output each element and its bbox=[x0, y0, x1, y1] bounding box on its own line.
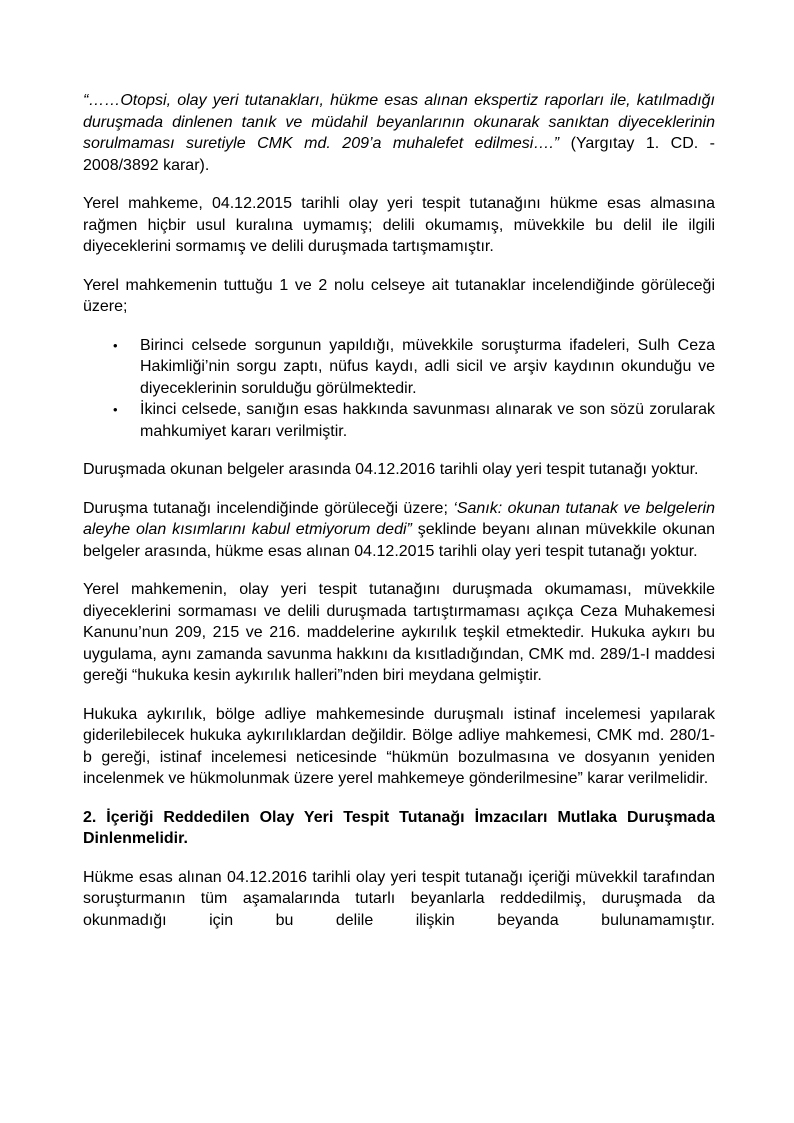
section-heading-2: 2. İçeriği Reddedilen Olay Yeri Tespit Tutanağı İmzacıları Mutlaka Duruşmada Dinlenmelidir. bbox=[83, 808, 715, 847]
statement-lead: Duruşma tutanağı incelendiğinde görüleceği üzere; bbox=[83, 499, 454, 517]
list-item-text: İkinci celsede, sanığın esas hakkında savunması alınarak ve son sözü zorularak mahkumiyet kararı verilmiştir. bbox=[140, 401, 715, 440]
case-law-citation: (Yargıtay 1. CD. - 2008/3892 karar). bbox=[83, 135, 716, 174]
hearing-findings-list bbox=[83, 335, 715, 443]
case-law-quote-text: “……Otopsi, olay yeri tutanakları, hükme esas alınan ekspertiz raporları ile, katılmadığı duruşmada dinlenen tanık ve müdahil beyanlarının okunarak sanıktan diyeceklerinin sorulmaması suretiyle CMK md. 209’a muhalefet edilmesi….” bbox=[83, 92, 715, 152]
list-item bbox=[113, 399, 715, 442]
paragraph-yerel-mahkeme: Yerel mahkeme, 04.12.2015 tarihli olay yeri tespit tutanağını hükme esas almasına rağmen hiçbir usul kuralına uymamış; delili okumamış, müvekkile bu delil ile ilgili diyeceklerini sormamış ve delili duruşmada tartışmamıştır. bbox=[83, 195, 715, 255]
paragraph-bolge-adliye: Hukuka aykırılık, bölge adliye mahkemesinde duruşmalı istinaf incelemesi yapılarak giderilebilecek hukuka aykırılıklardan değildir. Bölge adliye mahkemesi, CMK md. 280/1-b gereği, istinaf incelemesi neticesinde “hükmün bozulmasına ve dosyanın yeniden incelenmek ve hükmolunmak üzere yerel mahkemeye gönderilmesine” karar verilmelidir. bbox=[83, 705, 715, 787]
paragraph-aykirilik: Yerel mahkemenin, olay yeri tespit tutanağını duruşmada okumaması, müvekkile diyeceklerini sormaması ve delili duruşmada tartıştırmaması açıkça Ceza Muhakemesi Kanunu’nun 209, 215 ve 216. maddelerine aykırılık teşkil etmektedir. Hukuka aykırı bu uygulama, aynı zamanda savunma hakkını da kısıtladığından, CMK md. 289/1-I maddesi gereği “hukuka kesin aykırılık halleri”nden biri meydana gelmiştir. bbox=[83, 581, 715, 684]
list-item-text: Birinci celsede sorgunun yapıldığı, müvekkile soruşturma ifadeleri, Sulh Ceza Hakimliği’nin sorgu zaptı, nüfus kaydı, adli sicil ve arşiv kaydının okunduğu ve diyeceklerinin sorulduğu görülmektedir. bbox=[140, 336, 715, 397]
bullet-icon: • bbox=[113, 402, 118, 417]
paragraph-celse-intro: Yerel mahkemenin tuttuğu 1 ve 2 nolu celseye ait tutanaklar incelendiğinde görüleceği üzere; bbox=[83, 276, 715, 315]
paragraph-durusmada-okunan: Duruşmada okunan belgeler arasında 04.12.2016 tarihli olay yeri tespit tutanağı yoktur. bbox=[83, 461, 699, 478]
case-law-quote-paragraph bbox=[83, 90, 715, 176]
paragraph-hukme-esas: Hükme esas alınan 04.12.2016 tarihli olay yeri tespit tutanağı içeriği müvekkil tarafından soruşturmanın tüm aşamalarında tutarlı beyanlarla reddedilmiş, duruşmada da okunmadığı için bu delile ilişkin beyanda bulunamamıştır. bbox=[83, 868, 715, 929]
statement-quote: ‘Sanık: okunan tutanak ve belgelerin aleyhe olan kısımlarını kabul etmiyorum dedi” bbox=[83, 499, 716, 538]
list-item bbox=[113, 335, 715, 400]
paragraph-sanik-beyani bbox=[83, 498, 715, 563]
statement-tail: şeklinde beyanı alınan müvekkile okunan belgeler arasında, hükme esas alınan 04.12.2015 tarihli olay yeri tespit tutanağı yoktur. bbox=[83, 521, 716, 560]
bullet-icon: • bbox=[113, 337, 118, 353]
